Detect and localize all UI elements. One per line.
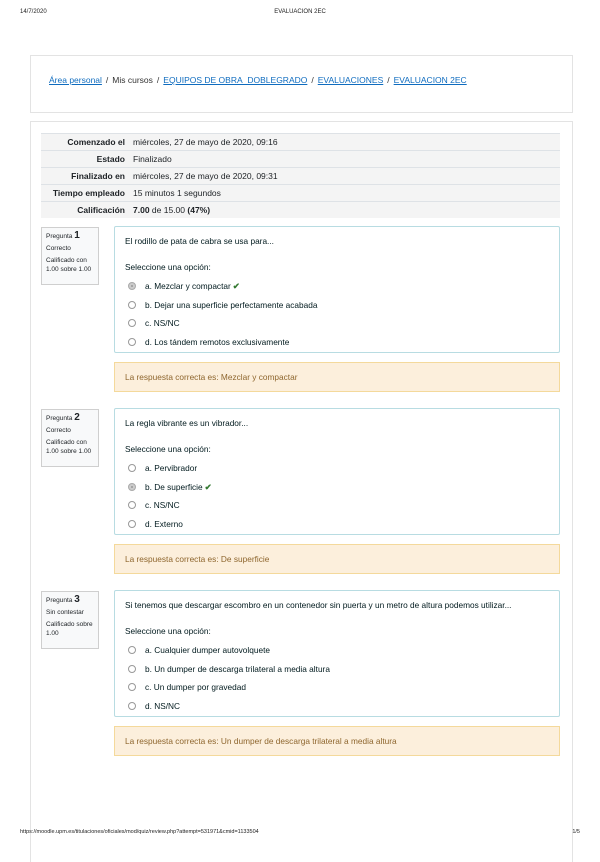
breadcrumb-evaluaciones[interactable]: EVALUACIONES xyxy=(317,75,384,85)
print-url: https://moodle.upm.es/titulaciones/oficiales/mod/quiz/review.php?attempt=531971&cmid=1133504 xyxy=(20,829,259,835)
summary-row: Estado Finalizado xyxy=(41,151,560,168)
radio-button[interactable] xyxy=(128,646,136,654)
answer-option[interactable]: a. Mezclar y compactar ✔ xyxy=(125,277,549,296)
answer-options xyxy=(125,641,549,715)
correct-answer-feedback: La respuesta correcta es: De superficie xyxy=(114,544,560,574)
radio-button[interactable] xyxy=(128,683,136,691)
question-content: El rodillo de pata de cabra se usa para... Seleccione una opción: a. Mezclar y compactar ✔ b. Dejar una superficie perfectamente acabada c. NS/NC d. Los tándem remotos exclusivamente xyxy=(114,226,560,353)
answer-option[interactable]: c. NS/NC xyxy=(125,496,549,515)
answer-option[interactable]: a. Cualquier dumper autovolquete xyxy=(125,641,549,660)
radio-button[interactable] xyxy=(128,338,136,346)
question-info: Pregunta 1 Correcto Calificado con 1.00 sobre 1.00 xyxy=(41,227,99,285)
question-text: La regla vibrante es un vibrador... xyxy=(125,418,249,428)
question-text: Si tenemos que descargar escombro en un contenedor sin puerta y un metro de altura podemos utilizar... xyxy=(125,600,512,610)
answer-option[interactable]: b. Dejar una superficie perfectamente acabada xyxy=(125,296,549,315)
answer-option[interactable]: b. Un dumper de descarga trilateral a media altura xyxy=(125,660,549,679)
correct-answer-feedback: La respuesta correcta es: Mezclar y compactar xyxy=(114,362,560,392)
breadcrumb-area-personal[interactable]: Área personal xyxy=(49,75,102,85)
check-icon: ✔ xyxy=(204,481,212,492)
print-date: 14/7/2020 xyxy=(20,9,47,15)
check-icon: ✔ xyxy=(232,281,240,291)
attempt-summary-table xyxy=(41,133,560,218)
breadcrumb-quiz[interactable]: EVALUACION 2EC xyxy=(393,75,467,85)
navigation-bar xyxy=(30,55,573,113)
breadcrumb-mis-cursos: Mis cursos xyxy=(112,75,153,85)
breadcrumb: Área personal / Mis cursos / EQUIPOS DE OBRA_DOBLEGRADO / EVALUACIONES / EVALUACION 2EC xyxy=(49,75,467,85)
radio-button[interactable] xyxy=(128,464,136,472)
answer-option[interactable]: a. Pervibrador xyxy=(125,459,549,478)
radio-button[interactable] xyxy=(128,301,136,309)
page-number: 1/5 xyxy=(572,829,580,835)
summary-row: Tiempo empleado 15 minutos 1 segundos xyxy=(41,185,560,202)
print-title: EVALUACION 2EC xyxy=(274,9,326,15)
question-info: Pregunta 3 Sin contestar Calificado sobre 1.00 xyxy=(41,591,99,649)
radio-button[interactable] xyxy=(128,665,136,673)
answer-option[interactable]: d. Los tándem remotos exclusivamente xyxy=(125,333,549,352)
question-grade: Calificado sobre 1.00 xyxy=(46,621,93,637)
question-state: Correcto xyxy=(46,245,71,252)
question-text: El rodillo de pata de cabra se usa para... xyxy=(125,236,274,246)
correct-answer-feedback: La respuesta correcta es: Un dumper de descarga trilateral a media altura xyxy=(114,726,560,756)
question-info: Pregunta 2 Correcto Calificado con 1.00 sobre 1.00 xyxy=(41,409,99,467)
radio-button[interactable] xyxy=(128,501,136,509)
answer-options xyxy=(125,459,549,533)
radio-button[interactable] xyxy=(128,282,136,290)
summary-row-grade: Calificación 7.00 de 15.00 (47%) xyxy=(41,202,560,219)
radio-button[interactable] xyxy=(128,702,136,710)
answer-option[interactable]: d. Externo xyxy=(125,515,549,534)
summary-row: Comenzado el miércoles, 27 de mayo de 2020, 09:16 xyxy=(41,134,560,151)
radio-button[interactable] xyxy=(128,520,136,528)
question-state: Sin contestar xyxy=(46,609,84,616)
breadcrumb-course[interactable]: EQUIPOS DE OBRA_DOBLEGRADO xyxy=(163,75,308,85)
question-state: Correcto xyxy=(46,427,71,434)
answer-option[interactable]: b. De superficie ✔ xyxy=(125,478,549,497)
summary-row: Finalizado en miércoles, 27 de mayo de 2020, 09:31 xyxy=(41,168,560,185)
question-grade: Calificado con 1.00 sobre 1.00 xyxy=(46,439,92,455)
answer-option[interactable]: c. NS/NC xyxy=(125,314,549,333)
radio-button[interactable] xyxy=(128,319,136,327)
answer-option[interactable]: d. NS/NC xyxy=(125,697,549,716)
question-content: La regla vibrante es un vibrador... Seleccione una opción: a. Pervibrador b. De superficie ✔ c. NS/NC d. Externo xyxy=(114,408,560,535)
quiz-review xyxy=(30,121,573,862)
answer-options xyxy=(125,277,549,351)
answer-option[interactable]: c. Un dumper por gravedad xyxy=(125,678,549,697)
radio-button[interactable] xyxy=(128,483,136,491)
question-content: Si tenemos que descargar escombro en un contenedor sin puerta y un metro de altura podemos utilizar... Seleccione una opción: a. Cualquier dumper autovolquete b. Un dumper de descarga trilateral a media altura c. Un dumper por gravedad d. NS/NC xyxy=(114,590,560,717)
question-grade: Calificado con 1.00 sobre 1.00 xyxy=(46,257,92,273)
